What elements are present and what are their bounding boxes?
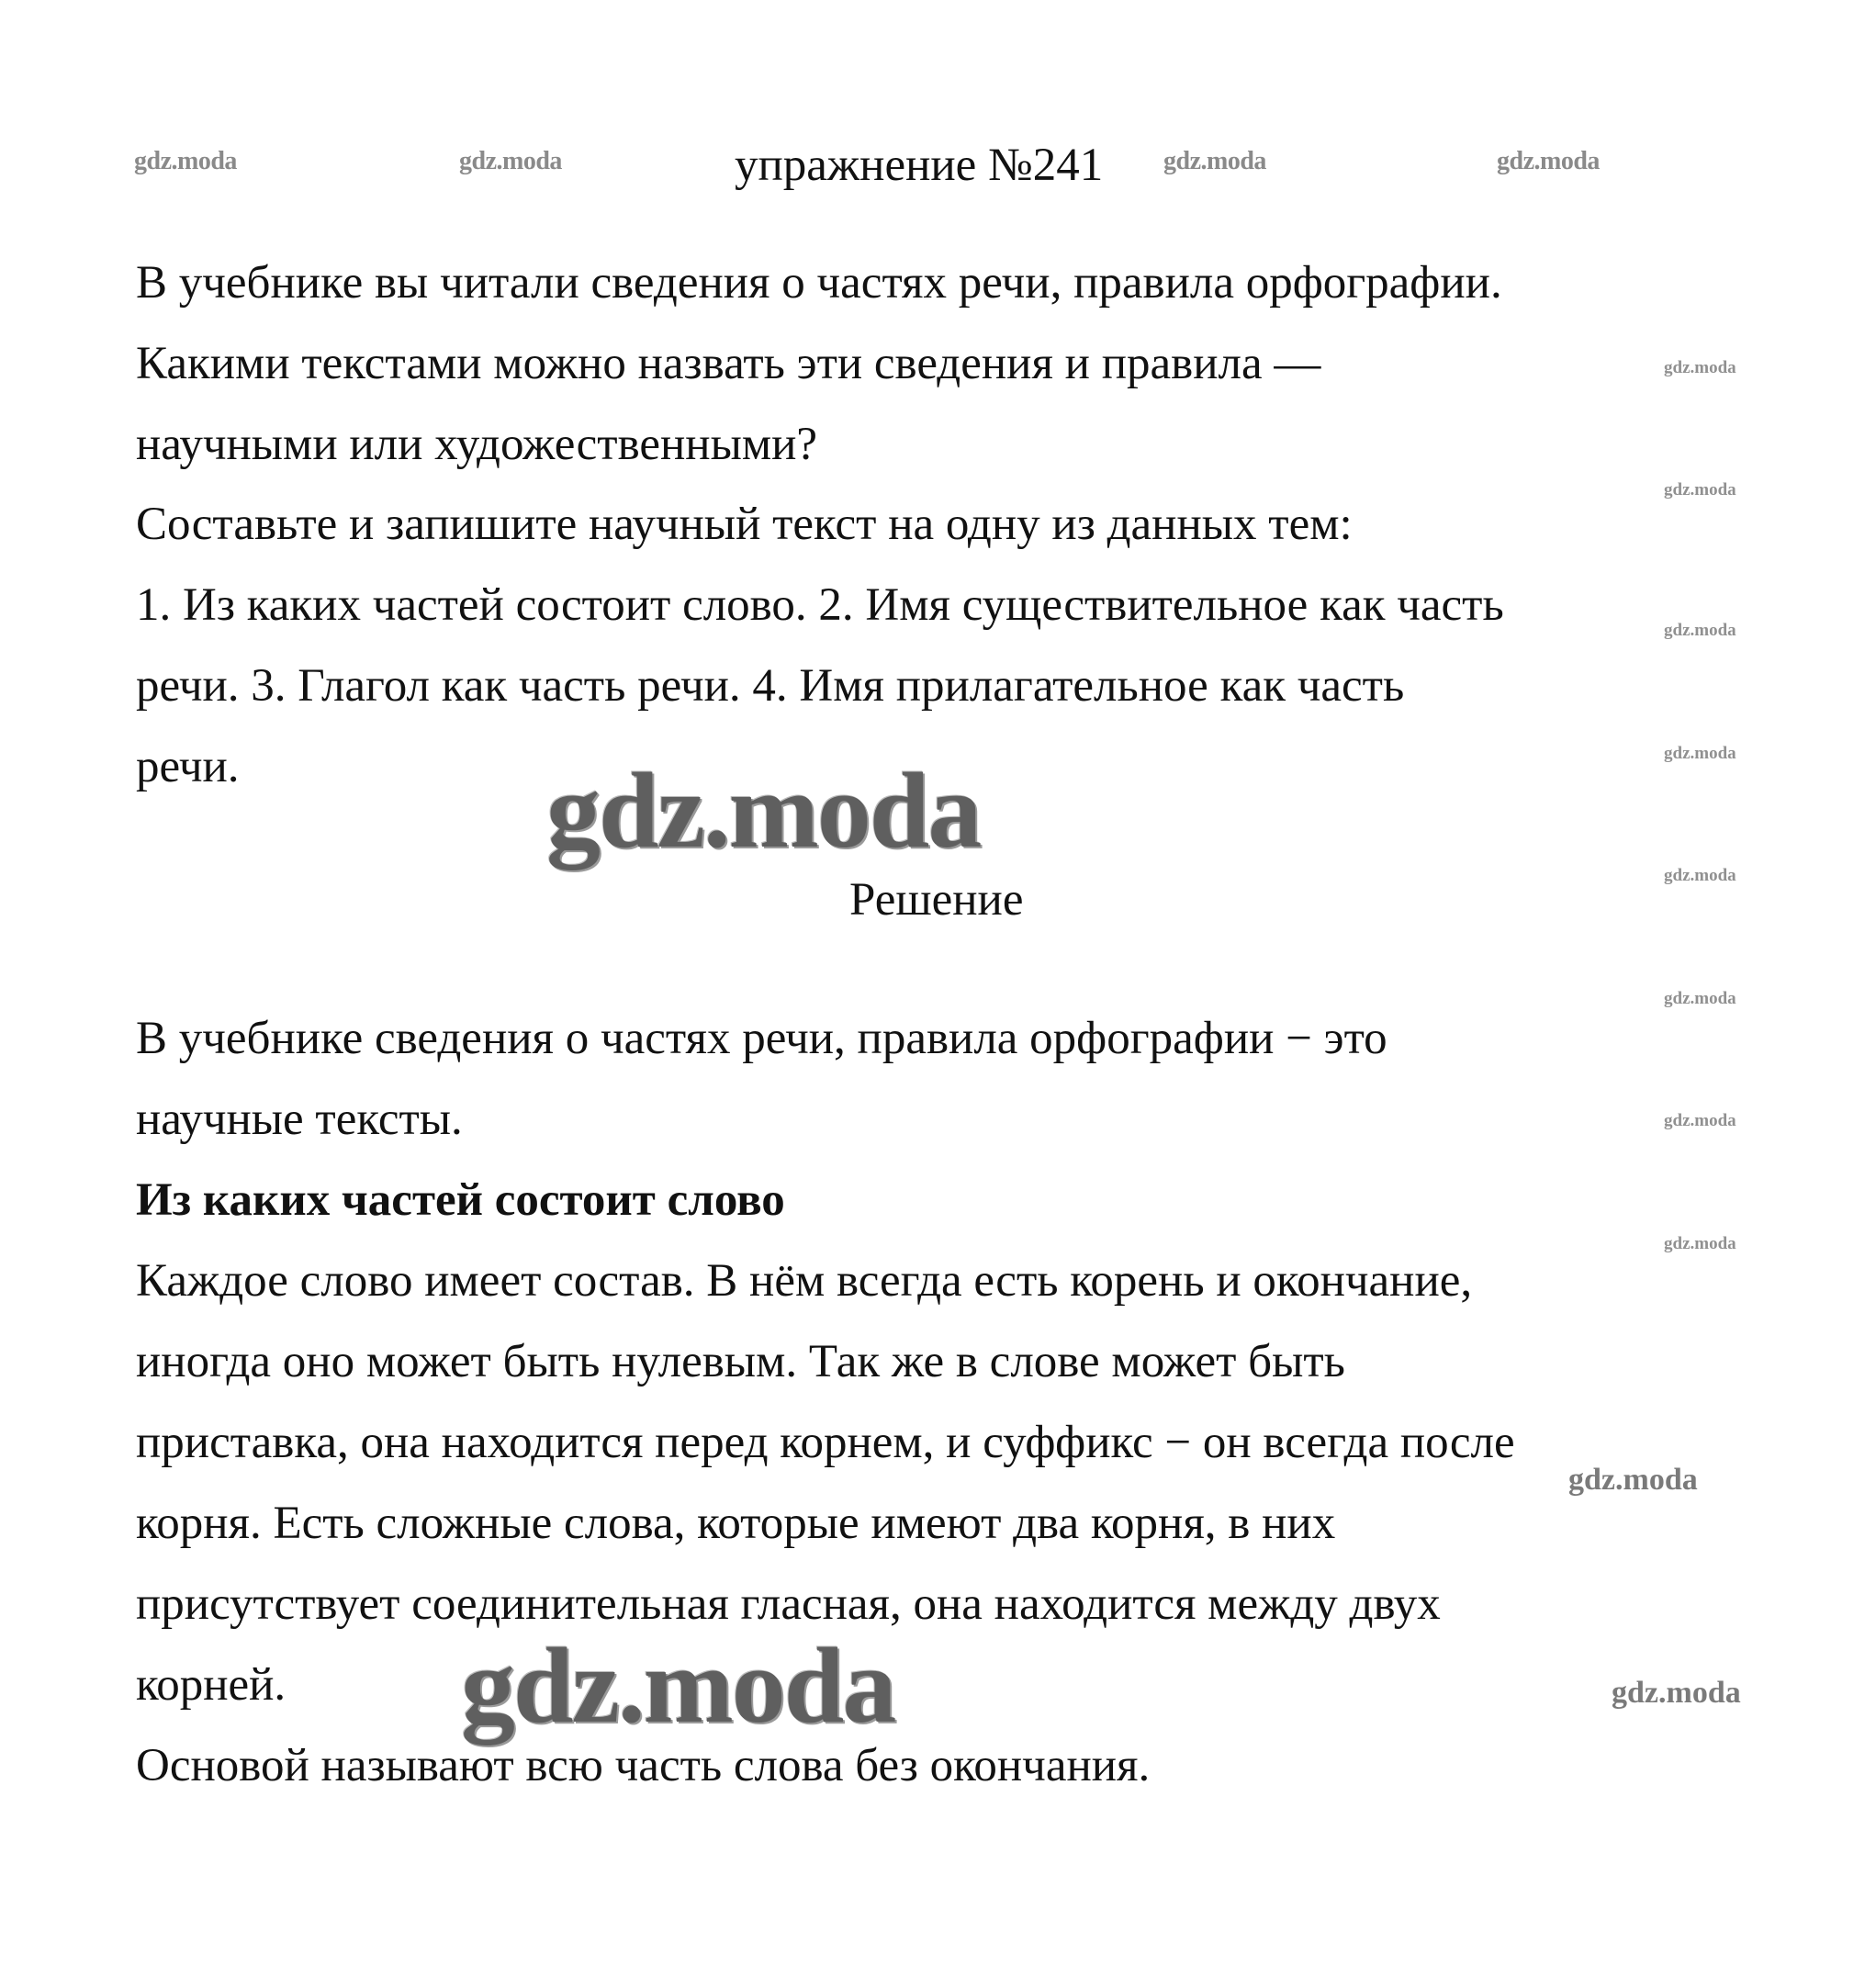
watermark-logo-large: gdz.moda bbox=[461, 1625, 895, 1746]
exercise-title: упражнение №241 bbox=[735, 140, 1104, 191]
task-line: Какими текстами можно назвать эти сведения и правила — bbox=[136, 338, 1321, 389]
solution-line: Каждое слово имеет состав. В нём всегда есть корень и окончание, bbox=[136, 1255, 1473, 1307]
watermark-logo: gdz.moda bbox=[134, 147, 237, 175]
watermark-logo: gdz.moda bbox=[1664, 866, 1736, 885]
watermark-logo: gdz.moda bbox=[1664, 1111, 1736, 1130]
solution-line: В учебнике сведения о частях речи, правила орфографии − это bbox=[136, 1013, 1387, 1064]
solution-line: научные тексты. bbox=[136, 1094, 463, 1145]
task-line: Составьте и запишите научный текст на одну из данных тем: bbox=[136, 499, 1353, 550]
watermark-logo: gdz.moda bbox=[1664, 744, 1736, 763]
watermark-logo: gdz.moda bbox=[1612, 1676, 1741, 1710]
solution-line: Основой называют всю часть слова без окончания. bbox=[136, 1740, 1151, 1791]
watermark-logo: gdz.moda bbox=[1664, 621, 1736, 640]
watermark-logo: gdz.moda bbox=[1497, 147, 1600, 175]
task-line: речи. bbox=[136, 741, 240, 792]
watermark-logo: gdz.moda bbox=[1568, 1463, 1698, 1497]
solution-label: Решение bbox=[849, 874, 1024, 926]
watermark-logo: gdz.moda bbox=[1664, 480, 1736, 500]
solution-line: иногда оно может быть нулевым. Так же в слове может быть bbox=[136, 1336, 1345, 1387]
solution-line: приставка, она находится перед корнем, и суффикс − он всегда после bbox=[136, 1417, 1515, 1468]
solution-line: корней. bbox=[136, 1659, 286, 1711]
watermark-logo: gdz.moda bbox=[1664, 1234, 1736, 1253]
task-line: речи. 3. Глагол как часть речи. 4. Имя прилагательное как часть bbox=[136, 660, 1405, 712]
solution-heading: Из каких частей состоит слово bbox=[136, 1174, 785, 1226]
watermark-logo: gdz.moda bbox=[1664, 989, 1736, 1008]
watermark-logo: gdz.moda bbox=[1163, 147, 1266, 175]
task-line: научными или художественными? bbox=[136, 419, 818, 470]
solution-line: корня. Есть сложные слова, которые имеют два корня, в них bbox=[136, 1498, 1336, 1549]
watermark-logo: gdz.moda bbox=[1664, 358, 1736, 377]
watermark-logo-large: gdz.moda bbox=[546, 750, 981, 870]
task-line: 1. Из каких частей состоит слово. 2. Имя существительное как часть bbox=[136, 579, 1504, 631]
task-line: В учебнике вы читали сведения о частях речи, правила орфографии. bbox=[136, 257, 1502, 309]
solution-line: присутствует соединительная гласная, она находится между двух bbox=[136, 1578, 1441, 1630]
watermark-logo: gdz.moda bbox=[459, 147, 562, 175]
